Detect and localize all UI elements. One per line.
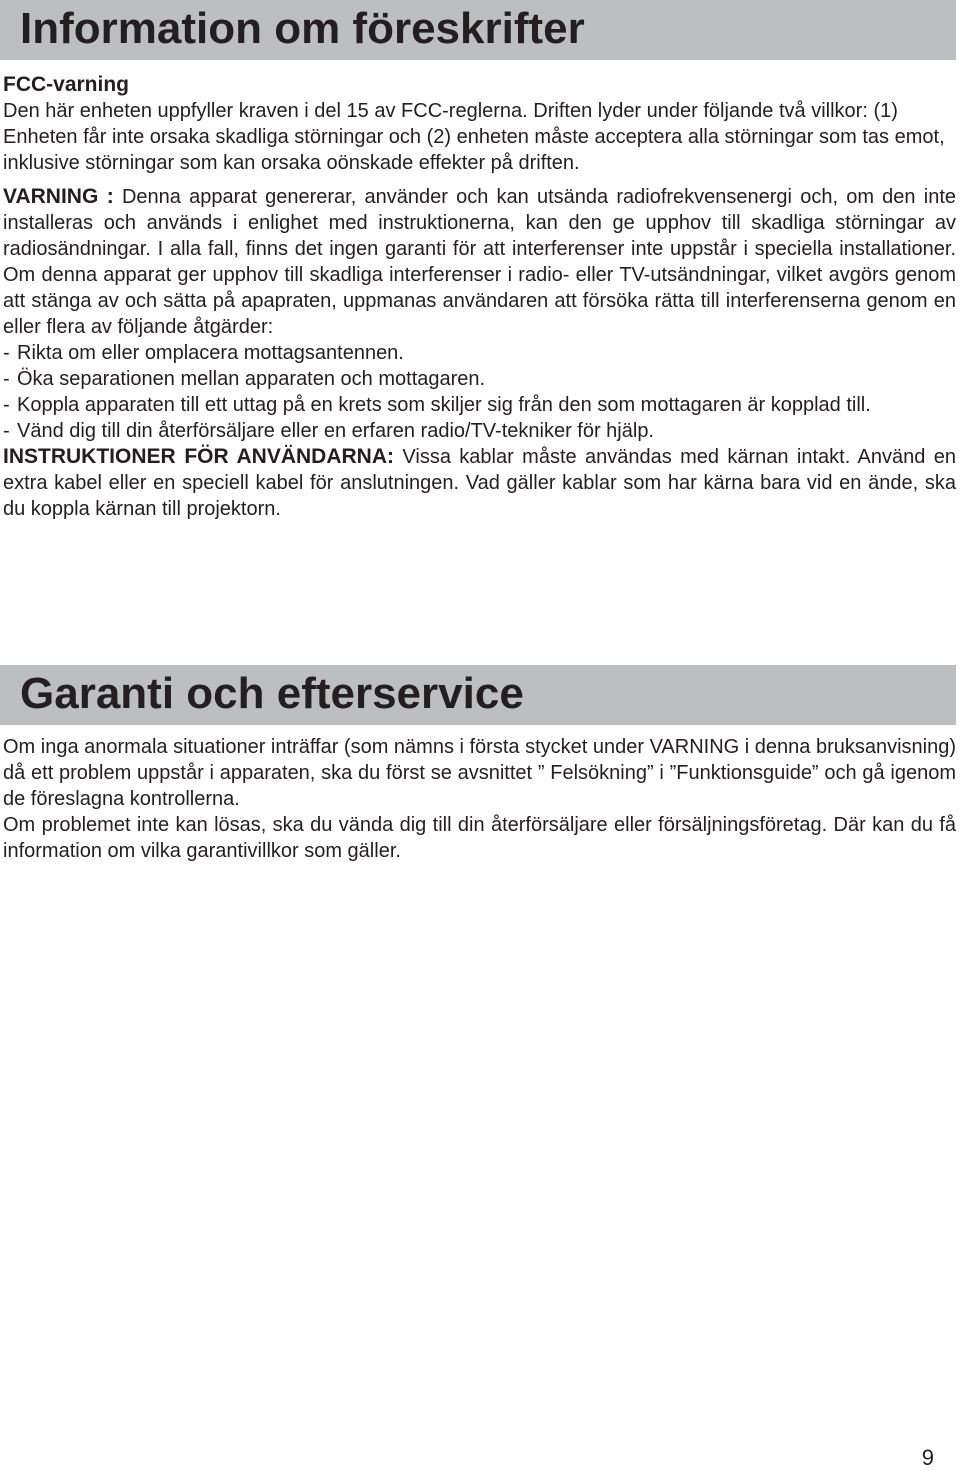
fcc-paragraph: Den här enheten uppfyller kraven i del 15 av FCC-reglerna. Driften lyder under följande två villkor: (1) Enheten får inte orsaka skadliga störningar och (2) enheten måste acceptera alla störningar som tas emot, inklusive störningar som kan orsaka oönskade effekter på driften. bbox=[3, 100, 945, 174]
warning-label: VARNING : bbox=[3, 185, 114, 208]
instructions-paragraph bbox=[3, 444, 956, 522]
warranty-paragraph-2: Om problemet inte kan lösas, ska du vända dig till din återförsäljare eller försäljningsföretag. Där kan du få information om vilka garantivillkor som gäller. bbox=[3, 814, 956, 862]
list-item-text: Koppla apparaten till ett uttag på en krets som skiljer sig från den som mottagaren är kopplad till. bbox=[17, 394, 871, 416]
list-item-text: Vänd dig till din återförsäljare eller en erfaren radio/TV-tekniker för hjälp. bbox=[17, 420, 654, 442]
list-item bbox=[3, 418, 956, 444]
warning-paragraph bbox=[3, 184, 956, 340]
instructions-text: Vissa kablar måste användas med kärnan intakt. Använd en extra kabel eller en speciell kabel för anslutningen. Vad gäller kablar som har kärna bara vid en ände, ska du koppla kärnan till projektorn. bbox=[3, 446, 956, 520]
fcc-heading: FCC-varning bbox=[3, 73, 129, 96]
list-dash: - bbox=[3, 420, 10, 442]
list-dash: - bbox=[3, 394, 10, 416]
section-title-warranty: Garanti och efterservice bbox=[0, 665, 956, 725]
list-dash: - bbox=[3, 342, 10, 364]
regulatory-section-body bbox=[3, 72, 956, 522]
list-item-text: Rikta om eller omplacera mottagsantennen. bbox=[17, 342, 404, 364]
list-item-text: Öka separationen mellan apparaten och mottagaren. bbox=[17, 368, 486, 390]
page-number: 9 bbox=[921, 1445, 934, 1470]
list-item bbox=[3, 366, 956, 392]
warranty-section-body bbox=[3, 734, 956, 864]
list-item bbox=[3, 340, 956, 366]
list-dash: - bbox=[3, 368, 10, 390]
instructions-label: INSTRUKTIONER FÖR ANVÄNDARNA: bbox=[3, 445, 395, 468]
warning-text: Denna apparat genererar, använder och kan utsända radiofrekvensenergi och, om den inte installeras och används i enlighet med instruktionerna, kan den ge upphov till skadliga störningar av radiosändningar. I alla fall, finns det ingen garanti för att interferenser inte uppstår i speciella installationer. Om denna apparat ger upphov till skadliga interferenser i radio- eller TV-utsändningar, vilket avgörs genom att stänga av och sätta på apapraten, uppmanas användaren att försöka rätta till interferenserna genom en eller flera av följande åtgärder: bbox=[3, 186, 956, 338]
warranty-paragraph-1: Om inga anormala situationer inträffar (som nämns i första stycket under VARNING i denna bruksanvisning) då ett problem uppstår i apparaten, ska du först se avsnittet ” Felsökning” i ”Funktionsguide” och gå igenom de föreslagna kontrollerna. bbox=[3, 736, 957, 810]
list-item bbox=[3, 392, 956, 418]
section-title-regulatory: Information om föreskrifter bbox=[0, 0, 956, 60]
